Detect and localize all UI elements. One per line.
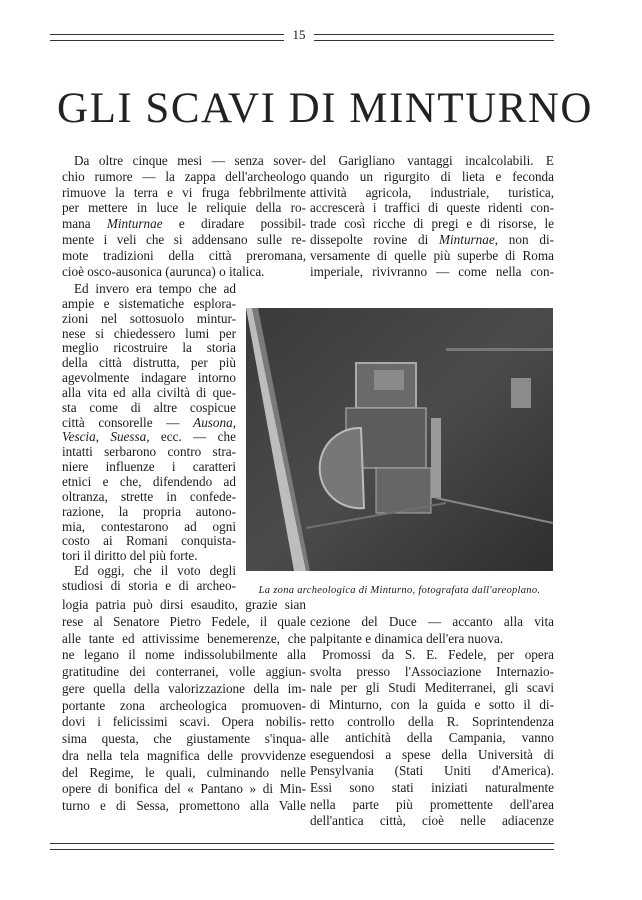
text-line: sima questa, che giustamente s'inqua- bbox=[62, 731, 306, 746]
left-column-top bbox=[62, 153, 306, 279]
text-line: rimuove la terra e vi fruga febbrilmente bbox=[62, 184, 306, 200]
footer-rule bbox=[50, 843, 554, 850]
text-line: Ed invero era tempo che ad bbox=[74, 282, 236, 296]
text-line: zioni nel sottosuolo mintur- bbox=[62, 311, 236, 326]
aerial-photo bbox=[246, 308, 553, 571]
text-line: palpitante e dinamica dell'era nuova. bbox=[310, 630, 504, 646]
text-line: trade così ricche di pregi e di risorse, le bbox=[310, 216, 554, 232]
text-line: razione, la propria autono- bbox=[62, 504, 236, 519]
italic-term: Minturnae bbox=[106, 216, 163, 232]
text-line: svolta presso l'Associazione Internazio- bbox=[310, 663, 554, 679]
text-line: ne legano il nome indissolubilmente alla bbox=[62, 647, 306, 663]
text-line: retto controllo della R. Soprintendenza bbox=[310, 713, 554, 729]
text-line: dra nella tela magnifica delle provvidenze bbox=[62, 747, 306, 763]
text-line: nale per gli Studi Mediterranei, gli scavi bbox=[310, 680, 554, 696]
text-line: cioè osco-ausonica (aurunca) o italica. bbox=[62, 263, 265, 279]
text-line: chio rumore — la zappa dell'archeologo bbox=[62, 168, 306, 184]
italic-term: Ausona bbox=[193, 415, 233, 430]
text-line: accrescerà i traffici di queste ridenti con- bbox=[310, 200, 554, 216]
photo-caption: La zona archeologica di Minturno, fotografata dall'areoplano. bbox=[258, 585, 541, 596]
text-line: alle antichità della Campania, vanno bbox=[310, 730, 554, 746]
text-line: niere influenze i caratteri bbox=[62, 460, 236, 475]
italic-term: Minturnae bbox=[439, 231, 495, 247]
text-line: Da oltre cinque mesi — senza sover- bbox=[74, 153, 306, 168]
text-line: rese al Senatore Pietro Fedele, il quale bbox=[62, 613, 306, 629]
italic-term: Suessa bbox=[110, 430, 147, 445]
text-line: meglio ricostruire la storia bbox=[62, 341, 236, 356]
text-line: della città distrutta, per più bbox=[62, 356, 236, 371]
text-line: gere quella della valorizzazione della im- bbox=[62, 680, 306, 696]
text-line: cezione del Duce — accanto alla vita bbox=[310, 614, 554, 629]
text-line: di Minturno, con la guida e sotto il di- bbox=[310, 696, 554, 712]
text-line: sta come di altre cospicue bbox=[62, 400, 236, 415]
text-line: opere di bonifica del « Pantano » di Min- bbox=[62, 781, 306, 797]
text-line: alla vita ed alla civiltà di que- bbox=[62, 385, 236, 400]
text-line: intatti serbarono contro stra- bbox=[62, 445, 236, 460]
text-line: del Garigliano vantaggi incalcolabili. E bbox=[310, 153, 554, 168]
text-line: attività agricola, industriale, turistica, bbox=[310, 184, 554, 200]
article-title: GLI SCAVI DI MINTURNO bbox=[57, 85, 593, 132]
text-line: Pensylvania (Stati Uniti d'America). bbox=[310, 763, 554, 779]
text-line: turno e di Sessa, promettono alla Valle bbox=[62, 798, 306, 813]
text-line: studiosi di storia e di archeo- bbox=[62, 578, 236, 593]
text-line: logia patria può dirsi esaudito, grazie sian bbox=[62, 597, 306, 612]
text-line: quando un rigurgito di lieta e feconda bbox=[310, 168, 554, 184]
italic-term: Vescia bbox=[62, 430, 96, 445]
text-line: mote tradizioni della città preromana, bbox=[62, 247, 306, 263]
text-line: mia, contestarono ad ogni bbox=[62, 519, 236, 534]
text-line: Ed oggi, che il voto degli bbox=[74, 564, 236, 579]
text-line: imperiale, rivivranno — come nella con- bbox=[310, 263, 554, 279]
header-rule-left bbox=[50, 34, 284, 41]
text-line: città consorelle — Ausona, bbox=[62, 415, 236, 430]
text-line: Essi sono stati iniziati naturalmente bbox=[310, 779, 554, 795]
right-column-bottom bbox=[310, 614, 554, 830]
left-column-narrow bbox=[62, 282, 236, 594]
text-line: Vescia, Suessa, ecc. — che bbox=[62, 430, 236, 445]
text-line: del Regime, le quali, culminando nelle bbox=[62, 764, 306, 780]
text-line: agevolmente indagare intorno bbox=[62, 371, 236, 386]
text-line: Promossi da S. E. Fedele, per opera bbox=[322, 647, 554, 663]
text-line: dovi i felicissimi scavi. Opera nobilis- bbox=[62, 714, 306, 730]
text-line: mente i veli che si addensano sulle re- bbox=[62, 231, 306, 247]
text-line: nese si chiedessero lumi per bbox=[62, 326, 236, 341]
text-line: eseguendosi a spese della Università di bbox=[310, 746, 554, 762]
left-column-bottom bbox=[62, 597, 306, 815]
text-line: portante zona archeologica promuoven- bbox=[62, 697, 306, 713]
header-rule-right bbox=[314, 34, 554, 41]
text-line: etnici e che, difendendo ad bbox=[62, 474, 236, 489]
text-line: gratitudine dei conterranei, volle aggiun- bbox=[62, 664, 306, 679]
text-line: nella parte più promettente dell'area bbox=[310, 796, 554, 812]
text-line: tori il diritto del più forte. bbox=[62, 549, 198, 564]
text-line: alle tante ed attivissime benemerenze, che bbox=[62, 630, 306, 646]
page-number: 15 bbox=[292, 27, 306, 42]
text-line: costo ai Romani conquista- bbox=[62, 534, 236, 549]
right-column-top bbox=[310, 153, 554, 279]
text-line: oltranza, strette in confede- bbox=[62, 489, 236, 504]
text-line: dissepolte rovine di Minturnae, non di- bbox=[310, 231, 554, 247]
text-line: dell'antica città, cioè nelle adiacenze bbox=[310, 813, 554, 829]
text-line: versamente di quelle più superbe di Roma bbox=[310, 247, 554, 263]
text-line: ampie e sistematiche esplora- bbox=[62, 296, 236, 311]
text-line: per mettere in luce le reliquie della ro- bbox=[62, 200, 306, 216]
text-line: mana Minturnae e diradare possibil- bbox=[62, 216, 306, 232]
